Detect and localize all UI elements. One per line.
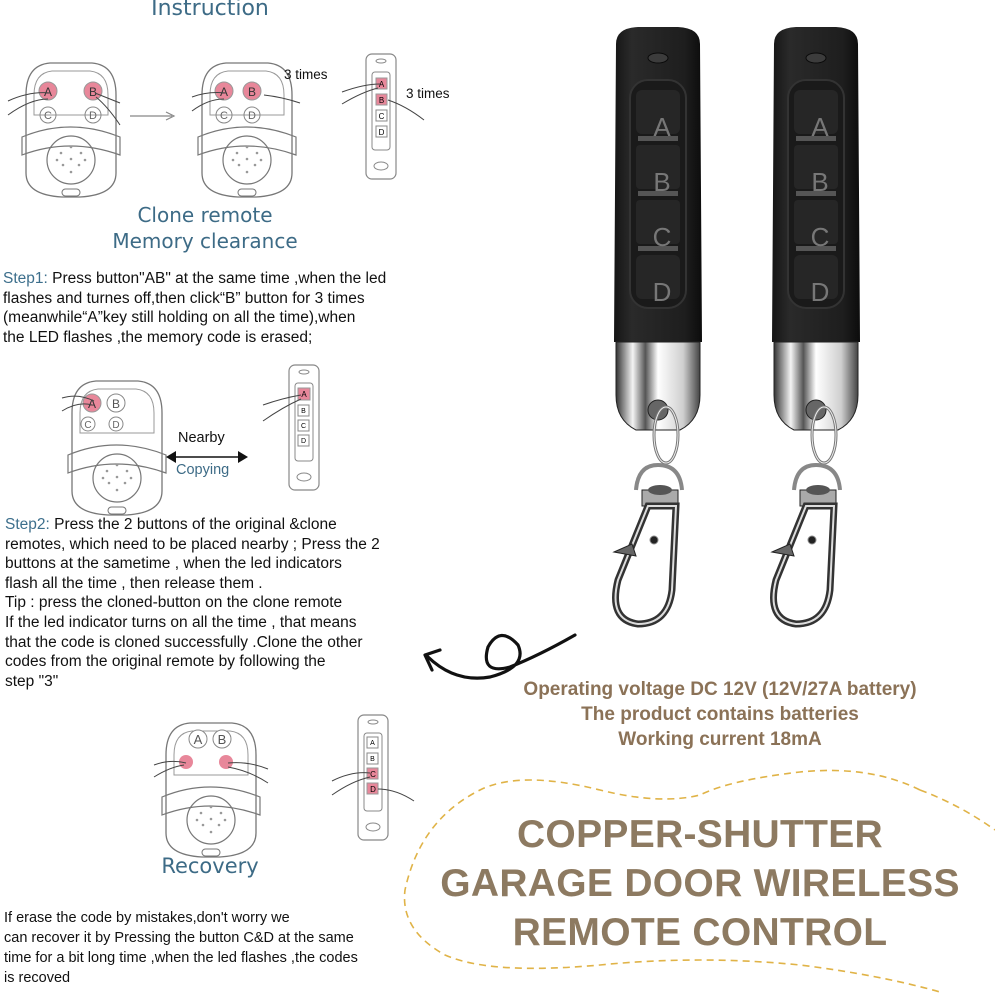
clone-title-line2: Memory clearance xyxy=(112,229,298,253)
svg-text:D: D xyxy=(112,420,120,431)
recovery-diagram xyxy=(150,705,440,850)
svg-text:B: B xyxy=(111,397,121,411)
recovery-title: Recovery xyxy=(161,854,259,878)
page-title: Instruction xyxy=(151,0,269,21)
instruction-diagram-top xyxy=(0,40,470,190)
product-specs xyxy=(470,677,970,752)
fob-left-buttons xyxy=(646,100,678,320)
svg-text:D: D xyxy=(89,110,97,122)
svg-text:A: A xyxy=(193,732,203,747)
svg-text:A: A xyxy=(43,85,53,99)
step1-label: Step1: xyxy=(3,270,48,287)
clone-section-title xyxy=(90,202,320,254)
svg-text:C: C xyxy=(300,423,307,430)
fob-left-button-c[interactable]: C xyxy=(652,222,672,252)
step1-text: Step1: Press button"AB" at the same time ,when the led flashes and turnes off,then click“B” button for 3 times (meanwhile“A”key still holding on all the time),when the LED flashes ,the memory code is erased; xyxy=(3,270,387,346)
svg-text:D: D xyxy=(300,438,307,445)
fob-left-button-b[interactable]: B xyxy=(653,167,671,197)
svg-text:D: D xyxy=(378,128,385,137)
svg-text:B: B xyxy=(301,408,306,415)
svg-text:C: C xyxy=(370,770,376,779)
step2-text: Step2: Press the 2 buttons of the original &clone remotes, which need to be placed nearby ; Press the 2 buttons at the sametime , when the led indicators flash all the time , then release them . Tip : press the cloned-button on the clone remote If the led indicator turns on all the time , that means that the code is cloned successfully .Clone the other codes from the original remote by following the step "3" xyxy=(5,516,380,690)
product-title-line1: COPPER-SHUTTER xyxy=(516,813,884,856)
three-times-label-left: 3 times xyxy=(284,67,328,82)
product-title-line2: GARAGE DOOR WIRELESS xyxy=(440,862,960,905)
fob-left-button-a[interactable]: A xyxy=(653,112,671,142)
spec-current: Working current 18mA xyxy=(618,729,822,750)
fob-right-button-d[interactable]: D xyxy=(810,277,830,307)
svg-text:B: B xyxy=(247,85,257,99)
svg-text:C: C xyxy=(84,420,92,431)
spec-voltage: Operating voltage DC 12V (12V/27A battery) xyxy=(523,679,917,700)
svg-text:D: D xyxy=(248,110,256,122)
clone-title-line1: Clone remote xyxy=(137,203,273,227)
fob-right-button-c[interactable]: C xyxy=(810,222,830,252)
svg-text:B: B xyxy=(370,756,375,763)
svg-text:A: A xyxy=(219,85,229,99)
step2-label: Step2: xyxy=(5,516,50,533)
svg-text:A: A xyxy=(301,390,307,399)
svg-text:A: A xyxy=(87,397,97,411)
svg-text:D: D xyxy=(370,785,376,794)
recovery-text: If erase the code by mistakes,don't worry we can recover it by Pressing the button C&D at the same time for a bit long time ,when the led flashes ,the codes is recoved xyxy=(4,910,358,986)
svg-text:A: A xyxy=(370,740,375,747)
product-title xyxy=(405,810,995,957)
svg-text:A: A xyxy=(378,80,385,89)
svg-text:C: C xyxy=(44,110,52,122)
fob-right-button-b[interactable]: B xyxy=(811,167,829,197)
svg-text:C: C xyxy=(378,112,385,121)
svg-text:C: C xyxy=(220,110,228,122)
nearby-label: Nearby xyxy=(178,430,225,446)
fob-right-buttons xyxy=(804,100,836,320)
fob-right-button-a[interactable]: A xyxy=(811,112,829,142)
svg-text:B: B xyxy=(378,96,385,105)
spec-batteries: The product contains batteries xyxy=(581,704,859,725)
three-times-label-right: 3 times xyxy=(406,86,450,101)
fob-left-button-d[interactable]: D xyxy=(652,277,672,307)
product-title-line3: REMOTE CONTROL xyxy=(512,911,888,954)
svg-text:B: B xyxy=(217,732,227,747)
svg-text:B: B xyxy=(88,85,98,99)
copying-label: Copying xyxy=(176,462,230,478)
